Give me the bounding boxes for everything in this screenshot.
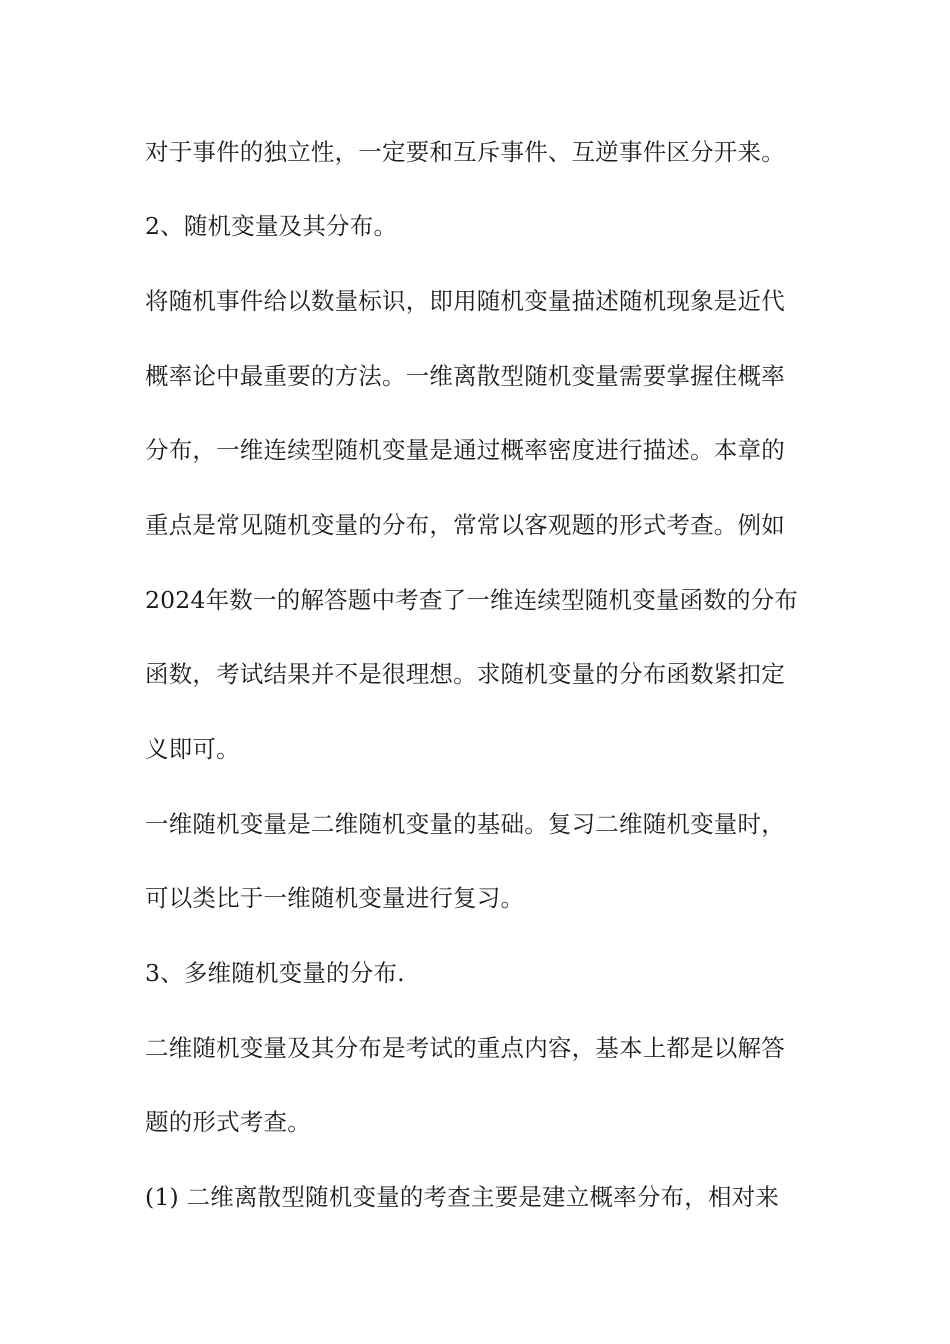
paragraph-line: 分布，一维连续型随机变量是通过概率密度进行描述。本章的 [145, 436, 785, 464]
paragraph-line: 义即可。 [145, 735, 240, 763]
paragraph-line: 二维随机变量及其分布是考试的重点内容，基本上都是以解答 [145, 1034, 785, 1062]
paragraph-line: 重点是常见随机变量的分布，常常以客观题的形式考查。例如 [145, 511, 785, 539]
paragraph-line: 函数，考试结果并不是很理想。求随机变量的分布函数紧扣定 [145, 660, 785, 688]
section-heading: 3、多维随机变量的分布. [145, 959, 405, 987]
paragraph-line: (1) 二维离散型随机变量的考查主要是建立概率分布，相对来 [145, 1183, 780, 1211]
paragraph-line: 将随机事件给以数量标识，即用随机变量描述随机现象是近代 [145, 287, 785, 315]
paragraph-line: 可以类比于一维随机变量进行复习。 [145, 884, 525, 912]
paragraph-line: 对于事件的独立性，一定要和互斥事件、互逆事件区分开来。 [145, 138, 785, 166]
paragraph-line: 题的形式考查。 [145, 1108, 311, 1136]
section-heading: 2、随机变量及其分布。 [145, 212, 398, 240]
paragraph-line: 概率论中最重要的方法。一维离散型随机变量需要掌握住概率 [145, 362, 785, 390]
paragraph-line: 2024年数一的解答题中考查了一维连续型随机变量函数的分布 [145, 586, 799, 614]
paragraph-line: 一维随机变量是二维随机变量的基础。复习二维随机变量时， [145, 810, 785, 838]
